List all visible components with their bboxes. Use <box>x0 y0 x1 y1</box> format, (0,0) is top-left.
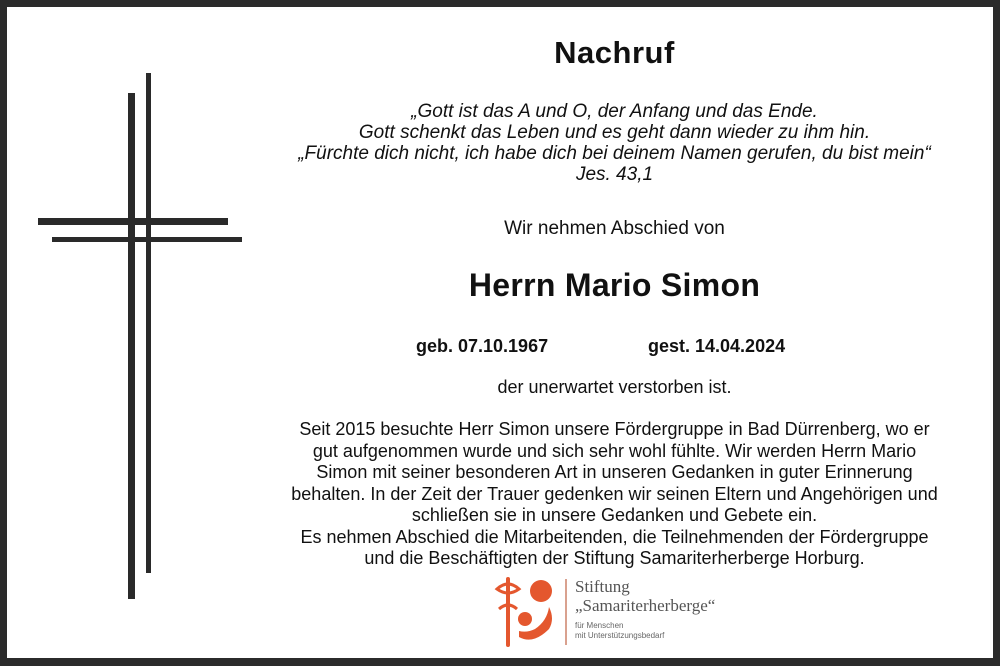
bible-quote <box>227 101 1000 185</box>
body-line: Seit 2015 besuchte Herr Simon unsere Fördergruppe in Bad Dürrenberg, wo er <box>299 419 930 439</box>
logo-tagline: für Menschen <box>575 621 624 630</box>
foundation-logo <box>487 575 747 651</box>
subtitle-text: der unerwartet verstorben ist. <box>497 377 732 397</box>
cross-icon <box>7 7 247 607</box>
body-line: Simon mit seiner besonderen Art in unseren Gedanken in guter Erinnerung <box>316 462 913 482</box>
body-line: und die Beschäftigten der Stiftung Samariterherberge Horburg. <box>364 548 865 568</box>
quote-source: Jes. 43,1 <box>575 164 654 185</box>
logo-divider <box>565 579 567 645</box>
quote-line: Gott schenkt das Leben und es geht dann wieder zu ihm hin. <box>358 122 871 143</box>
intro-text: Wir nehmen Abschied von <box>504 218 725 239</box>
samariterherberge-logo-icon <box>487 575 563 651</box>
quote-line: „Fürchte dich nicht, ich habe dich bei deinem Namen gerufen, du bist mein“ <box>298 143 931 164</box>
body-line: gut aufgenommen wurde und sich sehr wohl fühlte. Wir werden Herrn Mario <box>312 440 917 461</box>
logo-name-line: Stiftung <box>575 577 630 596</box>
notice-title: Nachruf <box>554 35 675 70</box>
death-date: gest. 14.04.2024 <box>648 336 786 356</box>
birth-date: geb. 07.10.1967 <box>416 336 549 356</box>
obituary-notice <box>7 7 993 658</box>
body-text <box>227 419 1000 570</box>
body-line: behalten. In der Zeit der Trauer gedenken wir seinen Eltern und Angehörigen und <box>291 483 938 504</box>
logo-tagline: mit Unterstützungsbedarf <box>575 631 665 640</box>
body-line: Es nehmen Abschied die Mitarbeitenden, die Teilnehmenden der Fördergruppe <box>300 526 929 547</box>
quote-line: „Gott ist das A und O, der Anfang und das Ende. <box>411 101 818 122</box>
body-line: schließen sie in unsere Gedanken und Gebete ein. <box>411 505 818 525</box>
logo-name-line: „Samariterherberge“ <box>575 596 716 615</box>
deceased-name: Herrn Mario Simon <box>468 267 761 303</box>
